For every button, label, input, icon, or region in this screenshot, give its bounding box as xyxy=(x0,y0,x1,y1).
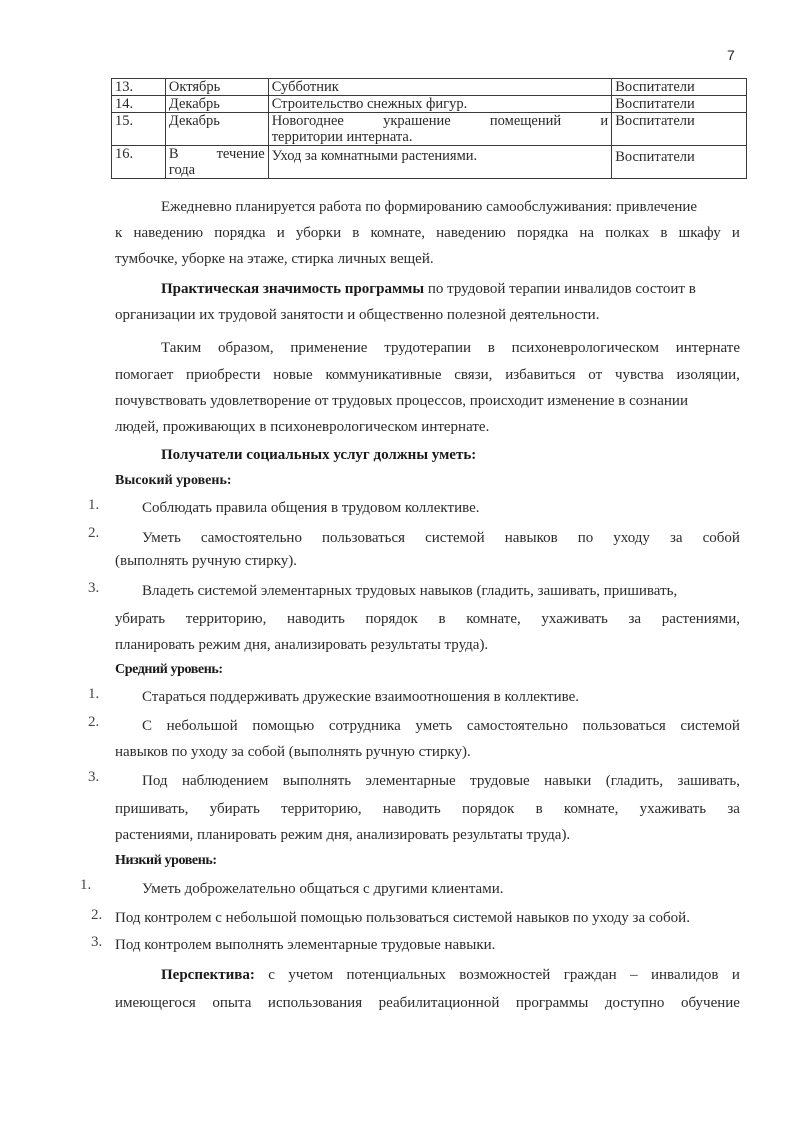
word: пользоваться xyxy=(321,530,406,546)
list-number: 2. xyxy=(88,525,100,541)
word: возможностей xyxy=(459,967,551,983)
word: элементарные xyxy=(365,773,456,789)
word: растениями, xyxy=(661,611,740,627)
word: граждан xyxy=(563,967,617,983)
word: связи, xyxy=(454,367,493,383)
word: системой xyxy=(680,718,740,734)
word: порядка xyxy=(516,225,569,241)
para1-line3: тумбочке, уборке на этаже, стирка личных вещей. xyxy=(115,251,434,267)
word: порядок xyxy=(365,611,418,627)
word: имеющегося xyxy=(115,995,196,1011)
word: порядка xyxy=(214,225,266,241)
word: за xyxy=(727,801,740,817)
word: реабилитационной xyxy=(378,995,500,1011)
month-line xyxy=(169,146,265,162)
para1-line1: Ежедневно планируется работа по формированию самообслуживания: привлечение xyxy=(161,199,698,215)
list-item-line: (выполнять ручную стирку). xyxy=(115,553,297,569)
para2-bold: Практическая значимость программы xyxy=(161,281,425,297)
word: и xyxy=(276,225,285,241)
para3-line3: почувствовать удовлетворение от трудовых процессов, происходит изменение в сознании xyxy=(115,393,688,409)
word: за xyxy=(628,611,642,627)
list-number: 2. xyxy=(88,714,100,730)
month-line: года xyxy=(168,162,196,178)
word: С xyxy=(142,718,153,734)
word: наведению xyxy=(133,225,204,241)
word: комнате, xyxy=(370,225,425,241)
word: опыта xyxy=(212,995,252,1011)
list-item-line: растениями, планировать режим дня, анализировать результаты труда). xyxy=(115,827,571,843)
list-item: Уметь доброжелательно общаться с другими клиентами. xyxy=(142,881,504,897)
row-month: Октябрь xyxy=(165,79,268,96)
word: уметь xyxy=(415,718,453,734)
list-item-line xyxy=(142,529,740,547)
word: самостоятельно xyxy=(200,530,302,546)
list-item: Под контролем выполнять элементарные трудовые навыки. xyxy=(115,937,496,953)
word: навыков xyxy=(504,530,558,546)
list-item-line xyxy=(142,772,740,790)
word: в xyxy=(660,225,668,241)
row-number: 13. xyxy=(112,79,166,96)
list-item-line: Владеть системой элементарных трудовых навыков (гладить, зашивать, пришивать, xyxy=(142,583,678,599)
word: комнате, xyxy=(563,801,619,817)
word: потенциальных xyxy=(346,967,446,983)
word: выполнять xyxy=(282,773,352,789)
table-row xyxy=(112,79,747,96)
perspective-bold: Перспектива: xyxy=(161,967,255,983)
skills-heading: Получатели социальных услуг должны уметь: xyxy=(161,447,477,463)
row-number: 16. xyxy=(112,146,166,179)
list-item-line: навыков по уходу за собой (выполнять ручную стирку). xyxy=(115,744,471,760)
word: (гладить, xyxy=(605,773,664,789)
para1-line2 xyxy=(115,224,740,242)
word: трудовые xyxy=(470,773,530,789)
word: комнате, xyxy=(466,611,521,627)
list-item-line xyxy=(142,717,740,735)
word: обучение xyxy=(680,995,740,1011)
word: самостоятельно xyxy=(466,718,568,734)
perspective-line2 xyxy=(115,994,740,1012)
word: ухаживать xyxy=(541,611,608,627)
table-row xyxy=(112,96,747,113)
word: психоневрологическом xyxy=(511,340,659,356)
word: в xyxy=(438,611,446,627)
list-item: Под контролем с небольшой помощью пользоваться системой навыков по уходу за собой. xyxy=(115,910,690,926)
word: уборки xyxy=(295,225,342,241)
word: убирать xyxy=(115,611,166,627)
word: небольшой xyxy=(166,718,238,734)
para2-line1 xyxy=(161,280,696,298)
word: Под xyxy=(142,773,168,789)
low-level-heading: Низкий уровень: xyxy=(115,853,217,868)
word: с xyxy=(268,967,275,983)
list-item: Соблюдать правила общения в трудовом коллективе. xyxy=(142,500,480,516)
word: на xyxy=(579,225,595,241)
list-number: 1. xyxy=(88,686,100,702)
word: от xyxy=(588,367,603,383)
list-number: 2. xyxy=(91,907,103,923)
word: сотрудника xyxy=(328,718,401,734)
word: территорию, xyxy=(281,801,362,817)
word: помощью xyxy=(252,718,315,734)
word: и xyxy=(731,967,740,983)
word: навыки xyxy=(544,773,592,789)
word: собой xyxy=(702,530,740,546)
word: новые xyxy=(273,367,313,383)
word: приобрести xyxy=(186,367,261,383)
word: В xyxy=(168,146,179,162)
word: территорию, xyxy=(185,611,267,627)
word: избавиться xyxy=(505,367,576,383)
word: изоляции, xyxy=(676,367,740,383)
word: инвалидов xyxy=(651,967,719,983)
word: чувства xyxy=(614,367,664,383)
word: и xyxy=(731,225,740,241)
word: по xyxy=(577,530,594,546)
list-number: 3. xyxy=(88,769,100,785)
perspective-line1 xyxy=(161,966,740,984)
word: к xyxy=(115,225,123,241)
page-number: 7 xyxy=(727,47,735,63)
word: и xyxy=(600,113,609,129)
word: Уметь xyxy=(142,530,181,546)
row-event: Уход за комнатными растениями. xyxy=(268,146,611,179)
word: использования xyxy=(267,995,363,1011)
word: интернате xyxy=(675,340,740,356)
word: течение xyxy=(216,146,265,162)
table-row xyxy=(112,113,747,146)
word: системой xyxy=(425,530,485,546)
row-number: 14. xyxy=(112,96,166,113)
word: порядок xyxy=(461,801,515,817)
word: в xyxy=(352,225,360,241)
event-line xyxy=(272,113,608,129)
row-month: Декабрь xyxy=(165,113,268,146)
word: шкафу xyxy=(678,225,721,241)
row-month xyxy=(165,146,268,179)
word: ухаживать xyxy=(639,801,707,817)
event-line: территории интерната. xyxy=(271,129,413,145)
word: уходу xyxy=(613,530,650,546)
row-responsible: Воспитатели xyxy=(612,96,747,113)
list-item: Стараться поддерживать дружеские взаимоотношения в коллективе. xyxy=(142,689,580,705)
list-item-line: планировать режим дня, анализировать результаты труда). xyxy=(115,637,489,653)
table-row xyxy=(112,146,747,179)
row-responsible: Воспитатели xyxy=(612,146,747,179)
word: Новогоднее xyxy=(271,113,344,129)
word: трудотерапии xyxy=(384,340,472,356)
para3-line2 xyxy=(115,366,740,384)
row-event: Строительство снежных фигур. xyxy=(268,96,611,113)
word: коммуникативные xyxy=(325,367,442,383)
row-event: Субботник xyxy=(268,79,611,96)
row-responsible: Воспитатели xyxy=(612,79,747,96)
word: наводить xyxy=(287,611,345,627)
word: наводить xyxy=(382,801,441,817)
row-number: 15. xyxy=(112,113,166,146)
row-event xyxy=(268,113,611,146)
word: в xyxy=(487,340,495,356)
row-responsible: Воспитатели xyxy=(612,113,747,146)
high-level-heading: Высокий уровень: xyxy=(115,473,232,488)
word: за xyxy=(669,530,683,546)
list-number: 1. xyxy=(80,877,92,893)
middle-level-heading: Средний уровень: xyxy=(115,662,223,677)
word: программы xyxy=(515,995,589,1011)
para3-line1 xyxy=(161,339,740,357)
word: помогает xyxy=(115,367,174,383)
list-number: 3. xyxy=(88,580,100,596)
word: пришивать, xyxy=(115,801,189,817)
schedule-table xyxy=(111,78,747,179)
list-item-line xyxy=(115,800,740,818)
word: доступно xyxy=(604,995,665,1011)
para3-line4: людей, проживающих в психоневрологическом интернате. xyxy=(115,419,490,435)
word: Таким xyxy=(161,340,202,356)
word: убирать xyxy=(209,801,260,817)
word: украшение xyxy=(383,113,451,129)
list-item-line xyxy=(115,610,740,628)
word: помещений xyxy=(489,113,562,129)
word: применение xyxy=(290,340,368,356)
word: – xyxy=(630,967,638,983)
word: учетом xyxy=(288,967,334,983)
word: зашивать, xyxy=(677,773,740,789)
word: наведению xyxy=(436,225,506,241)
word: полках xyxy=(605,225,650,241)
para2-line2: организации их трудовой занятости и общественно полезной деятельности. xyxy=(115,307,600,323)
row-month: Декабрь xyxy=(165,96,268,113)
list-number: 3. xyxy=(91,934,103,950)
word: в xyxy=(535,801,543,817)
para2-rest: по трудовой терапии инвалидов состоит в xyxy=(424,281,696,297)
word: образом, xyxy=(218,340,274,356)
word: пользоваться xyxy=(582,718,666,734)
list-number: 1. xyxy=(88,497,100,513)
word: наблюдением xyxy=(181,773,269,789)
